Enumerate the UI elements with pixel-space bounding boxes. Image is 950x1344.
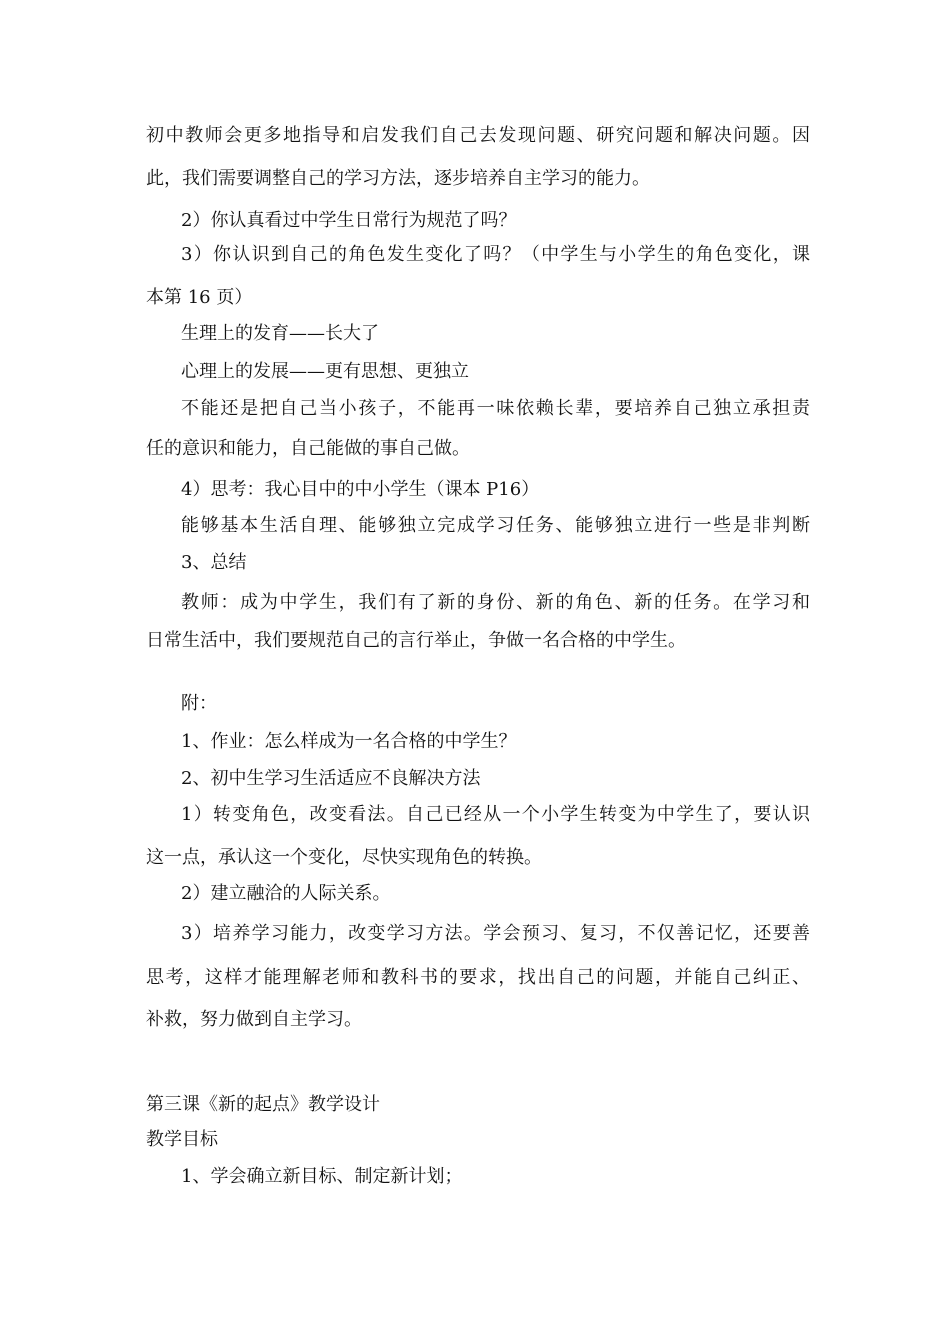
- list-item: 1）转变角色，改变看法。自己已经从一个小学生转变为中学生了，要认识: [181, 804, 810, 825]
- paragraph-line: 心理上的发展——更有思想、更独立: [181, 361, 469, 382]
- list-item: 3）培养学习能力，改变学习方法。学会预习、复习，不仅善记忆，还要善: [181, 923, 810, 944]
- document-title: 第三课《新的起点》教学设计: [146, 1094, 380, 1115]
- list-item: 1、学会确立新目标、制定新计划；: [181, 1166, 463, 1187]
- paragraph-line: 补救，努力做到自主学习。: [146, 1009, 362, 1030]
- paragraph-line: 这一点，承认这一个变化，尽快实现角色的转换。: [146, 847, 542, 868]
- paragraph-line: 思考，这样才能理解老师和教科书的要求，找出自己的问题，并能自己纠正、: [146, 967, 810, 988]
- paragraph-line: 日常生活中，我们要规范自己的言行举止，争做一名合格的中学生。: [146, 630, 686, 651]
- paragraph-line: 教师：成为中学生，我们有了新的身份、新的角色、新的任务。在学习和: [181, 592, 810, 613]
- list-item: 4）思考：我心目中的中小学生（课本 P16）: [181, 479, 540, 500]
- paragraph-line: 初中教师会更多地指导和启发我们自己去发现问题、研究问题和解决问题。因: [146, 125, 810, 146]
- paragraph-line: 任的意识和能力，自己能做的事自己做。: [146, 438, 470, 459]
- list-item: 1、作业：怎么样成为一名合格的中学生？: [181, 731, 517, 752]
- paragraph-line: 能够基本生活自理、能够独立完成学习任务、能够独立进行一些是非判断: [181, 515, 810, 536]
- list-item: 2、初中生学习生活适应不良解决方法: [181, 768, 481, 789]
- list-item: 3）你认识到自己的角色发生变化了吗？（中学生与小学生的角色变化，课: [181, 244, 810, 265]
- section-heading: 教学目标: [146, 1129, 218, 1150]
- list-item: 2）建立融洽的人际关系。: [181, 883, 391, 904]
- paragraph-line: 本第 16 页）: [146, 287, 253, 308]
- paragraph-line: 生理上的发育——长大了: [181, 323, 379, 344]
- paragraph-line: 此，我们需要调整自己的学习方法，逐步培养自主学习的能力。: [146, 168, 650, 189]
- list-item: 2）你认真看过中学生日常行为规范了吗？: [181, 210, 517, 231]
- section-heading: 3、总结: [181, 552, 247, 573]
- paragraph-line: 不能还是把自己当小孩子，不能再一味依赖长辈，要培养自己独立承担责: [181, 398, 810, 419]
- section-heading: 附：: [181, 693, 217, 714]
